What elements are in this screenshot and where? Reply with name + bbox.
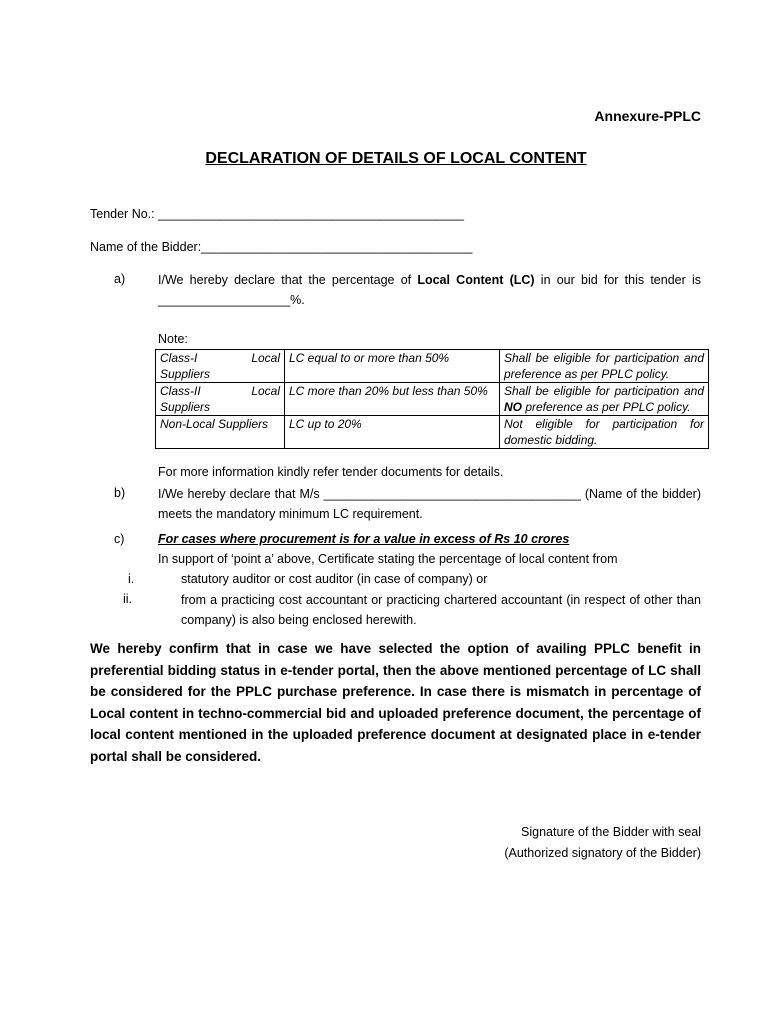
table-cell: Non-Local Suppliers — [156, 416, 285, 449]
note-label: Note: — [158, 332, 188, 346]
signature-line-2: (Authorized signatory of the Bidder) — [504, 846, 701, 860]
item-a-marker: a) — [114, 272, 126, 286]
sub-i-marker: i. — [128, 572, 135, 586]
item-b-text: I/We hereby declare that M/s _____________________________________ (Name of the bidder) meets the mandatory minimum LC requirement. — [158, 487, 701, 521]
local-content-table — [155, 349, 709, 449]
note-footer: For more information kindly refer tender documents for details. — [158, 465, 504, 479]
item-c-heading: For cases where procurement is for a value in excess of Rs 10 crores — [158, 532, 570, 546]
table-cell: Class-II Local Suppliers — [156, 383, 285, 416]
table-cell: LC equal to or more than 50% — [285, 350, 500, 383]
sub-ii-marker: ii. — [123, 592, 133, 606]
item-b-marker: b) — [114, 486, 126, 500]
table-row — [156, 416, 709, 449]
signature-line-1: Signature of the Bidder with seal — [521, 825, 701, 839]
table-row — [156, 383, 709, 416]
item-a-text: I/We hereby declare that the percentage of Local Content (LC) in our bid for this tender is ___________________%. — [158, 273, 702, 307]
confirmation-paragraph: We hereby confirm that in case we have selected the option of availing PPLC benefit in preferential bidding status in e-tender portal, then the above mentioned percentage of LC shall be considered for the PPLC purchase preference. In case there is mismatch in percentage of Local content in techno-commercial bid and uploaded preference document, the percentage of local content mentioned in the uploaded preference document at designated place in e-tender portal shall be considered. — [90, 641, 701, 764]
item-c-marker: c) — [114, 532, 125, 546]
table-cell: LC up to 20% — [285, 416, 500, 449]
table-row — [156, 350, 709, 383]
tender-no-line — [90, 207, 464, 221]
tender-no-blank[interactable]: ____________________________________________ — [158, 207, 464, 221]
signature-block — [504, 822, 701, 864]
bidder-name-blank[interactable]: _______________________________________ — [201, 240, 473, 254]
sub-ii-text: from a practicing cost accountant or practicing chartered accountant (in respect of other than company) is also being enclosed herewith. — [181, 593, 701, 627]
item-c-text: In support of ‘point a’ above, Certificate stating the percentage of local content from — [158, 552, 618, 566]
sub-i-text: statutory auditor or cost auditor (in case of company) or — [181, 572, 488, 586]
table-cell: LC more than 20% but less than 50% — [285, 383, 500, 416]
table-cell: Class-I Local Suppliers — [156, 350, 285, 383]
annexure-label: Annexure-PPLC — [594, 108, 701, 124]
bidder-name-line — [90, 240, 472, 254]
tender-no-label: Tender No.: — [90, 207, 159, 221]
bidder-name-label: Name of the Bidder: — [90, 240, 202, 254]
table-cell: Shall be eligible for participation and preference as per PPLC policy. — [500, 350, 709, 383]
document-title: DECLARATION OF DETAILS OF LOCAL CONTENT — [205, 150, 587, 167]
table-cell: Not eligible for participation for domestic bidding. — [500, 416, 709, 449]
table-cell: Shall be eligible for participation and NO preference as per PPLC policy. — [500, 383, 709, 416]
